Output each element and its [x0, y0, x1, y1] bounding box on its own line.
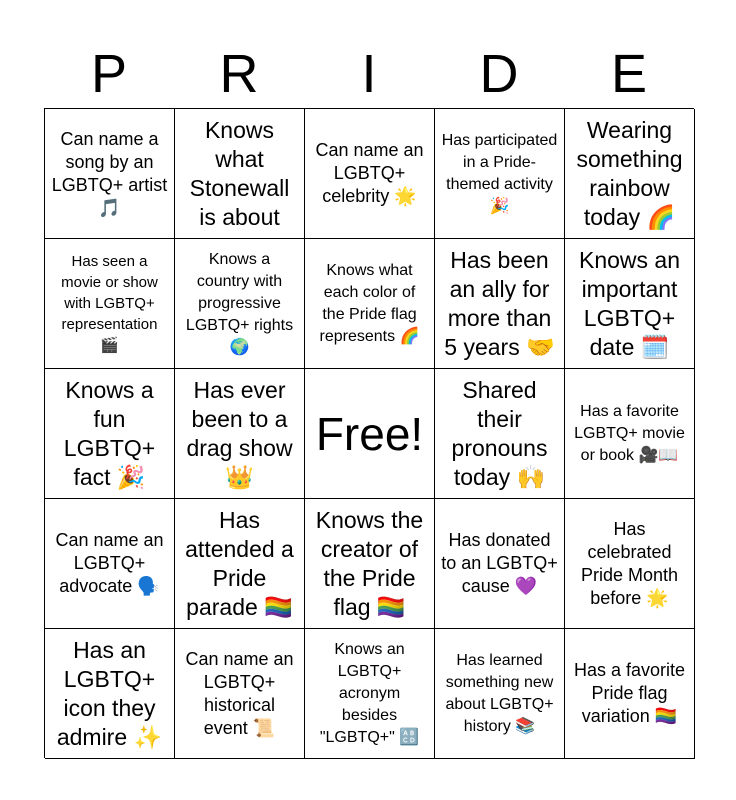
- header-letter-r: R: [219, 44, 259, 104]
- bingo-header: [44, 40, 694, 108]
- bingo-cell-text: Knows a country with progressive LGBTQ+ rights 🌍: [185, 250, 294, 356]
- header-letter-i: I: [361, 44, 377, 104]
- bingo-cell[interactable]: [565, 499, 695, 629]
- bingo-cell-text: Wearing something rainbow today 🌈: [576, 116, 683, 230]
- bingo-cell-text: Knows what each color of the Pride flag represents 🌈: [319, 261, 420, 345]
- bingo-cell[interactable]: [305, 629, 435, 759]
- bingo-cell-text: Can name an LGBTQ+ historical event 📜: [185, 648, 294, 738]
- bingo-cell[interactable]: [435, 239, 565, 369]
- header-letter-e: E: [610, 44, 648, 104]
- bingo-cell[interactable]: [565, 109, 695, 239]
- free-space-label: Free!: [315, 407, 424, 460]
- bingo-cell[interactable]: [435, 369, 565, 499]
- bingo-cell-text: Has ever been to a drag show 👑: [186, 376, 293, 490]
- bingo-cell-text: Knows an important LGBTQ+ date 🗓️: [578, 246, 680, 360]
- bingo-cell[interactable]: [565, 629, 695, 759]
- bingo-cell[interactable]: [45, 499, 175, 629]
- bingo-cell-text: Has donated to an LGBTQ+ cause 💜: [441, 530, 558, 596]
- bingo-cell[interactable]: [45, 239, 175, 369]
- header-letter-p: P: [90, 44, 128, 104]
- bingo-cell-text: Knows the creator of the Pride flag 🏳️‍🌈: [315, 506, 424, 620]
- bingo-cell[interactable]: [45, 369, 175, 499]
- bingo-cell[interactable]: [175, 499, 305, 629]
- bingo-cell-text: Has participated in a Pride-themed activity 🎉: [441, 131, 558, 215]
- bingo-cell-text: Has attended a Pride parade 🏳️‍🌈: [185, 506, 294, 620]
- bingo-cell[interactable]: [435, 499, 565, 629]
- bingo-cell[interactable]: [175, 109, 305, 239]
- bingo-cell-text: Knows an LGBTQ+ acronym besides "LGBTQ+" 🔠: [319, 640, 420, 746]
- bingo-cell-text: Can name an LGBTQ+ advocate 🗣️: [55, 530, 164, 596]
- bingo-cell-free[interactable]: [305, 369, 435, 499]
- bingo-board: [44, 108, 694, 758]
- bingo-cell-text: Has seen a movie or show with LGBTQ+ representation 🎬: [61, 253, 158, 354]
- bingo-cell[interactable]: [435, 629, 565, 759]
- bingo-cell[interactable]: [175, 629, 305, 759]
- bingo-cell[interactable]: [565, 369, 695, 499]
- bingo-cell-text: Shared their pronouns today 🙌: [451, 376, 548, 490]
- bingo-cell[interactable]: [305, 239, 435, 369]
- bingo-cell-text: Has learned something new about LGBTQ+ history 📚: [445, 651, 554, 735]
- bingo-cell-text: Has celebrated Pride Month before 🌟: [580, 518, 679, 608]
- header-letter-d: D: [479, 44, 519, 104]
- bingo-cell-text: Has an LGBTQ+ icon they admire ✨: [56, 636, 163, 750]
- bingo-cell-text: Has a favorite LGBTQ+ movie or book 🎥📖: [574, 402, 685, 464]
- bingo-cell[interactable]: [435, 109, 565, 239]
- bingo-cell[interactable]: [45, 629, 175, 759]
- bingo-cell[interactable]: [565, 239, 695, 369]
- bingo-cell[interactable]: [175, 369, 305, 499]
- bingo-cell-text: Can name an LGBTQ+ celebrity 🌟: [315, 140, 424, 206]
- bingo-cell-text: Knows what Stonewall is about: [189, 116, 290, 230]
- bingo-cell-text: Knows a fun LGBTQ+ fact 🎉: [63, 376, 156, 490]
- bingo-cell[interactable]: [175, 239, 305, 369]
- bingo-cell-text: Can name a song by an LGBTQ+ artist 🎵: [51, 128, 168, 218]
- bingo-cell[interactable]: [305, 499, 435, 629]
- bingo-cell[interactable]: [45, 109, 175, 239]
- bingo-cell-text: Has a favorite Pride flag variation 🏳️‍🌈: [573, 660, 686, 726]
- bingo-cell[interactable]: [305, 109, 435, 239]
- bingo-cell-text: Has been an ally for more than 5 years 🤝: [444, 246, 555, 360]
